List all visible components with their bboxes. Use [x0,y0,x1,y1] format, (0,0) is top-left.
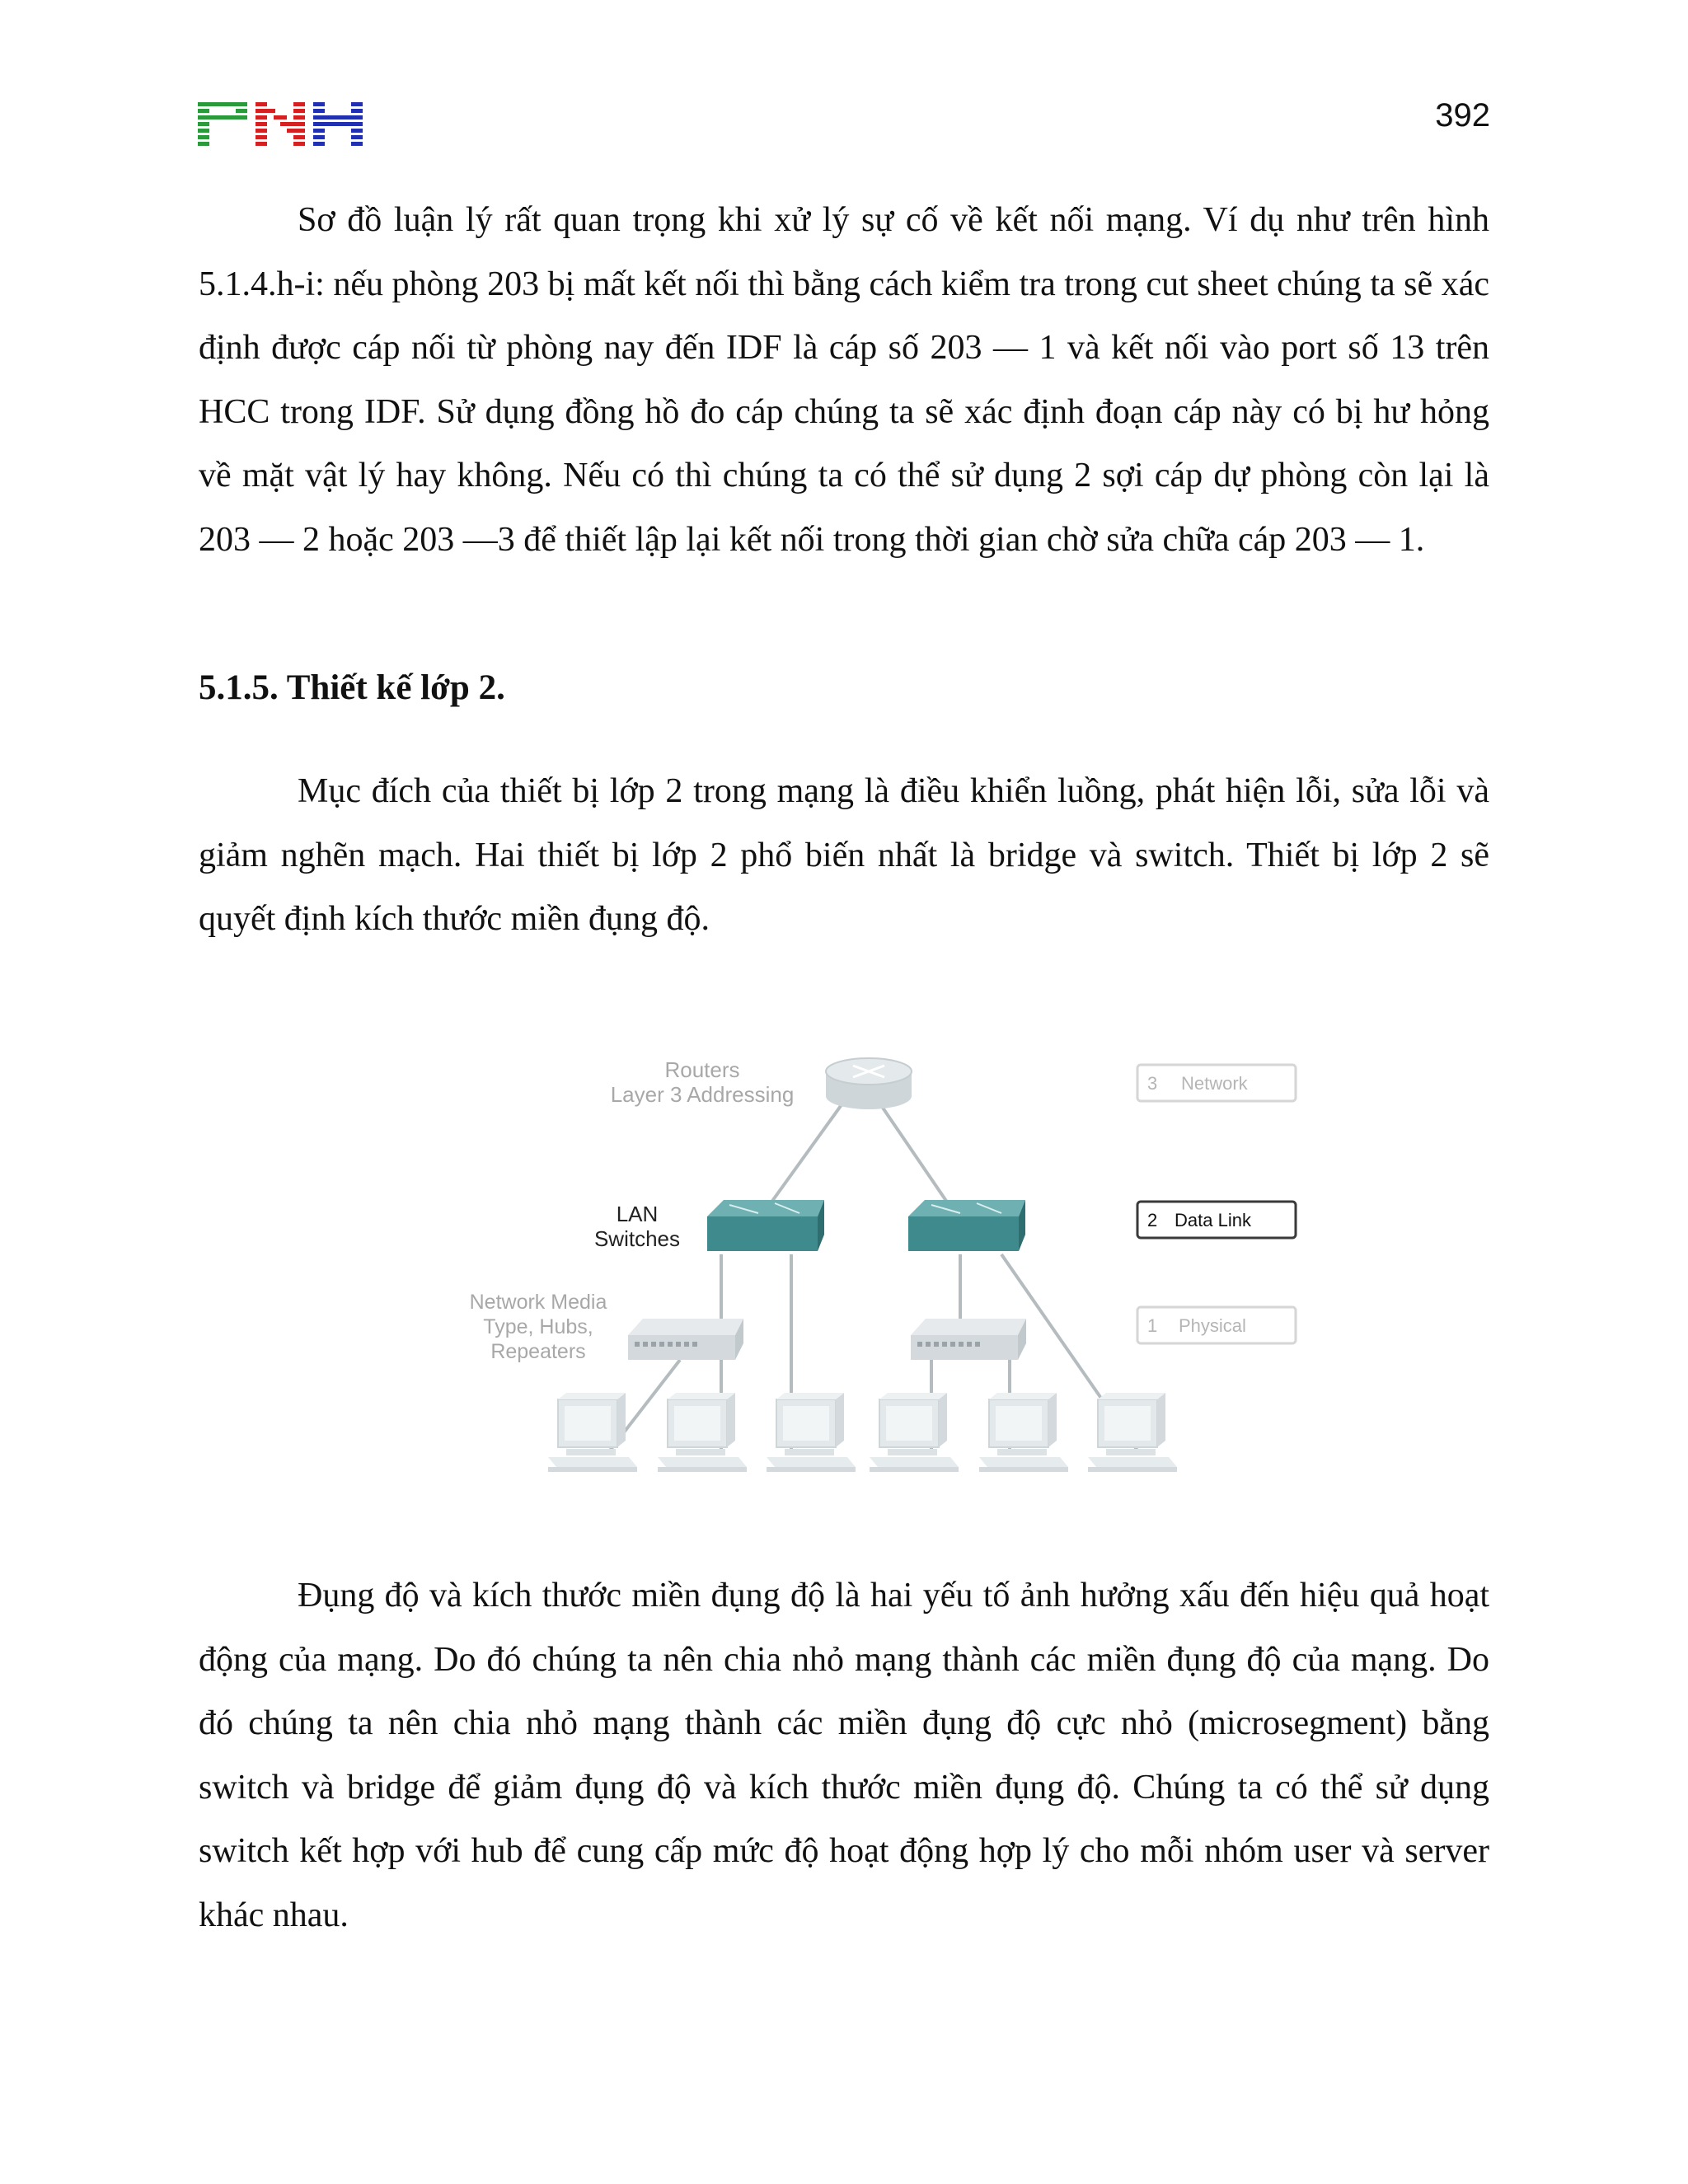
paragraph-2: Mục đích của thiết bị lớp 2 trong mạng là điều khiển luồng, phát hiện lỗi, sửa lỗi và giảm nghẽn mạch. Hai thiết bị lớp 2 phổ biến nhất là bridge và switch. Thiết bị lớp 2 sẽ quyết định kích thước miền đụng độ. [199,772,1489,939]
paragraph-3: Đụng độ và kích thước miền đụng độ là hai yếu tố ảnh hưởng xấu đến hiệu quả hoạt động của mạng. Do đó chúng ta nên chia nhỏ mạng thành các miền đụng độ của mạng. Do đó chúng ta nên chia nhỏ mạng thành các miền đụng độ cực nhỏ (microsegment) bằng switch và bridge để giảm đụng độ và kích thước miền đụng độ. Chúng ta có thể sử dụng switch kết hợp với hub để cung cấp mức độ hoạt động hợp lý cho mỗi nhóm user và server khác nhau. [199,1577,1489,1934]
layer-number: 2 [1147,1210,1158,1230]
page-number: 392 [1435,97,1490,134]
layer-box-data-link [1137,1202,1296,1238]
routers-sublabel: Layer 3 Addressing [610,1082,795,1107]
layer-number: 1 [1147,1315,1158,1336]
layer-box-physical [1137,1307,1296,1343]
hub-icon [628,1319,743,1360]
computer-icon [767,1393,856,1472]
section-heading: 5.1.5. Thiết kế lớp 2. [199,668,505,707]
link-router-switch-left [771,1094,849,1203]
layer-number: 3 [1147,1073,1158,1094]
computer-icon [1088,1393,1177,1472]
pnh-logo-graphic [198,102,366,148]
paragraph-1: Sơ đồ luận lý rất quan trọng khi xử lý sự cố về kết nối mạng. Ví dụ như trên hình 5.1.4.h-i: nếu phòng 203 bị mất kết nối thì bằng cách kiểm tra trong cut sheet chúng ta sẽ xác định được cáp nối từ phòng nay đến IDF là cáp số 203 — 1 và kết nối vào port số 13 trên HCC trong IDF. Sử dụng đồng hồ đo cáp chúng ta sẽ xác định đoạn cáp này có bị hư hỏng về mặt vật lý hay không. Nếu có thì chúng ta có thể sử dụng 2 sợi cáp dự phòng còn lại là 203 — 2 hoặc 203 —3 để thiết lập lại kết nối trong thời gian chờ sửa chữa cáp 203 — 1. [199,201,1489,559]
diagram-canvas [445,1038,1319,1500]
layer-box-network [1137,1065,1296,1101]
switch-icon [707,1200,824,1251]
router-icon [826,1058,912,1109]
switch-icon [908,1200,1025,1251]
computer-icon [548,1393,637,1472]
computer-icon [979,1393,1068,1472]
routers-label: Routers [664,1057,740,1082]
computer-icon [870,1393,959,1472]
switches-sublabel: Switches [593,1226,681,1251]
media-label-line2: Type, Hubs, [483,1315,593,1338]
media-label-line1: Network Media [469,1291,607,1314]
hub-icon [911,1319,1026,1360]
computer-icon [658,1393,747,1472]
network-layer-diagram [445,1038,1319,1500]
link-router-switch-right [874,1094,948,1203]
pnh-logo [198,102,366,148]
layer-name: Data Link [1175,1210,1251,1230]
layer-name: Physical [1179,1315,1246,1336]
media-label-line3: Repeaters [490,1340,586,1363]
layer-name: Network [1181,1073,1248,1094]
computers-group [548,1393,1177,1472]
switches-label: LAN [616,1202,659,1226]
